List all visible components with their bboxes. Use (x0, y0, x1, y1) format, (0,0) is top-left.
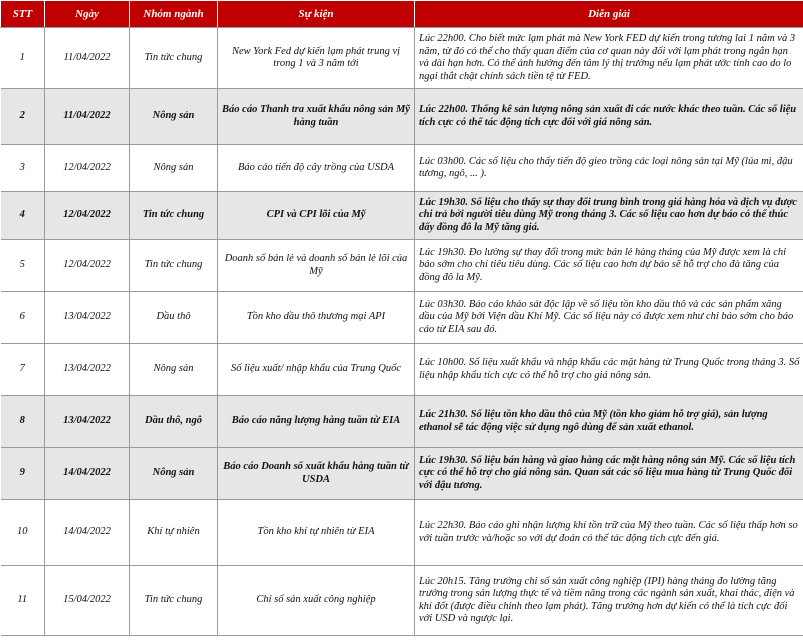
row-description: Lúc 22h00. Thống kê sản lượng nông sản xuất đi các nước khác theo tuần. Các số liệu tích cực có thể tác động tích cực đối với giá nông sản. (415, 89, 803, 145)
table-row (1, 344, 803, 396)
row-category: Dầu thô, ngô (130, 396, 218, 448)
header-date: Ngày (45, 1, 130, 28)
row-event: Báo cáo Thanh tra xuất khẩu nông sản Mỹ hàng tuần (218, 89, 415, 145)
row-stt: 10 (1, 500, 45, 566)
row-event: Báo cáo tiến độ cây trồng của USDA (218, 145, 415, 192)
row-date: 13/04/2022 (45, 344, 130, 396)
header-category: Nhóm ngành (130, 1, 218, 28)
row-event: Số liệu xuất/ nhập khẩu của Trung Quốc (218, 344, 415, 396)
row-description: Lúc 03h00. Các số liệu cho thấy tiến độ gieo trồng các loại nông sản tại Mỹ (lúa mì, đậu tương, ngô, ... ). (415, 145, 803, 192)
row-stt: 6 (1, 292, 45, 344)
row-stt: 1 (1, 28, 45, 89)
row-date: 12/04/2022 (45, 145, 130, 192)
row-date: 14/04/2022 (45, 500, 130, 566)
table-row (1, 566, 803, 636)
row-category: Tin tức chung (130, 240, 218, 292)
row-description: Lúc 20h15. Tăng trưởng chỉ số sản xuất công nghiệp (IPI) hàng tháng đo lường tăng trưởng trong sản lượng thực tế và tiềm năng trong các ngành sản xuất, khai thác, điện và khí đốt (được điều chỉnh theo lạm phát). Tăng trưởng hơn dự kiến có thể là tích cực đối với USD và ngược lại. (415, 566, 803, 636)
row-date: 11/04/2022 (45, 28, 130, 89)
table-row (1, 240, 803, 292)
row-stt: 11 (1, 566, 45, 636)
table-row (1, 500, 803, 566)
row-description: Lúc 22h00. Cho biết mức lạm phát mà New York FED dự kiến trong tương lai 1 năm và 3 năm, từ đó có thể cho thấy quan điểm của cơ quan này đối với lạm phát trong ngắn hạn và dài hạn hơn. Có thể ảnh hưởng đến tâm lý thị trường nếu lạm phát ước tính cao do lo ngại thắt chặt chính sách tiền tệ từ FED. (415, 28, 803, 89)
row-category: Nông sản (130, 344, 218, 396)
row-date: 15/04/2022 (45, 566, 130, 636)
row-category: Khí tự nhiên (130, 500, 218, 566)
row-event: Chỉ số sản xuất công nghiệp (218, 566, 415, 636)
row-date: 13/04/2022 (45, 396, 130, 448)
row-description: Lúc 19h30. Số liệu bán hàng và giao hàng các mặt hàng nông sản Mỹ. Các số liệu tích cực có thể hỗ trợ cho giá nông sản. Quan sát các số liệu mua hàng từ Trung Quốc đối với đậu tương. (415, 448, 803, 500)
header-description: Diễn giải (415, 1, 803, 28)
row-category: Tin tức chung (130, 28, 218, 89)
row-description: Lúc 21h30. Số liệu tồn kho dầu thô của Mỹ (tồn kho giảm hỗ trợ giá), sản lượng ethanol sẽ tác động việc sử dụng ngô dùng để sản xuất ethanol. (415, 396, 803, 448)
table-row (1, 192, 803, 240)
row-date: 13/04/2022 (45, 292, 130, 344)
row-stt: 2 (1, 89, 45, 145)
table-row (1, 28, 803, 89)
row-event: New York Fed dự kiến lạm phát trung vị trong 1 và 3 năm tới (218, 28, 415, 89)
row-description: Lúc 10h00. Số liệu xuất khẩu và nhập khẩu các mặt hàng từ Trung Quốc trong tháng 3. Số liệu nhập khẩu tích cực có thể hỗ trợ cho giá nông sản. (415, 344, 803, 396)
row-category: Nông sản (130, 145, 218, 192)
row-stt: 9 (1, 448, 45, 500)
table-row (1, 145, 803, 192)
row-event: Tồn kho khí tự nhiên từ EIA (218, 500, 415, 566)
row-event: CPI và CPI lõi của Mỹ (218, 192, 415, 240)
row-stt: 5 (1, 240, 45, 292)
row-stt: 7 (1, 344, 45, 396)
row-event: Báo cáo Doanh số xuất khẩu hàng tuần từ USDA (218, 448, 415, 500)
row-event: Tồn kho dầu thô thương mại API (218, 292, 415, 344)
row-category: Nông sản (130, 89, 218, 145)
row-event: Doanh số bán lẻ và doanh số bán lẻ lõi của Mỹ (218, 240, 415, 292)
row-description: Lúc 19h30. Đo lường sự thay đổi trong mức bán lẻ hàng tháng của Mỹ được xem là chỉ báo sớm cho chi tiêu tiêu dùng. Các số liệu cao hơn dự báo sẽ hỗ trợ cho đà tăng của đồng đô la Mỹ. (415, 240, 803, 292)
row-date: 14/04/2022 (45, 448, 130, 500)
header-stt: STT (1, 1, 45, 28)
row-stt: 4 (1, 192, 45, 240)
header-row (1, 1, 803, 28)
row-date: 12/04/2022 (45, 240, 130, 292)
header-event: Sự kiện (218, 1, 415, 28)
row-date: 11/04/2022 (45, 89, 130, 145)
row-stt: 3 (1, 145, 45, 192)
row-description: Lúc 19h30. Số liệu cho thấy sự thay đổi trung bình trong giá hàng hóa và dịch vụ được chi trả bởi người tiêu dùng Mỹ trong tháng 3. Các số liệu cao hơn dự báo có thể thúc đẩy đồng đô la Mỹ tăng giá. (415, 192, 803, 240)
table-row (1, 292, 803, 344)
row-date: 12/04/2022 (45, 192, 130, 240)
table-row (1, 448, 803, 500)
row-category: Nông sản (130, 448, 218, 500)
row-stt: 8 (1, 396, 45, 448)
row-description: Lúc 22h30. Báo cáo ghi nhận lượng khí tồn trữ của Mỹ theo tuần. Các số liệu thấp hơn so với tuần trước và/hoặc so với dự đoán có thể tác động tích cực đến giá. (415, 500, 803, 566)
row-category: Dầu thô (130, 292, 218, 344)
row-category: Tin tức chung (130, 192, 218, 240)
table-row (1, 396, 803, 448)
row-description: Lúc 03h30. Báo cáo khảo sát độc lập về số liệu tồn kho dầu thô và các sản phẩm xăng dầu của Mỹ bởi Viện dầu Khí Mỹ. Các số liệu này có được xem như chỉ báo sớm cho báo cáo từ EIA sau đó. (415, 292, 803, 344)
row-category: Tin tức chung (130, 566, 218, 636)
table-row (1, 89, 803, 145)
row-event: Báo cáo năng lượng hàng tuần từ EIA (218, 396, 415, 448)
